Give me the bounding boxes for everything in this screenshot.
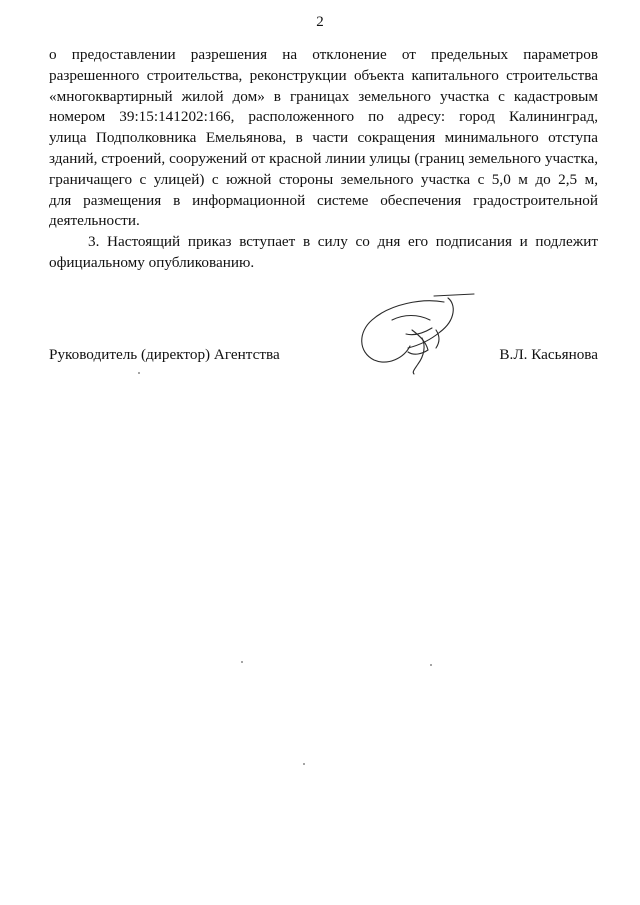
text-line: номером 39:15:141202:166, расположенного по адресу: город Калининград,: [49, 108, 598, 126]
point-3-line: 3. Настоящий приказ вступает в силу со дня его подписания и подлежит: [88, 233, 598, 251]
page-number: 2: [316, 14, 324, 30]
scan-speck: [241, 661, 243, 663]
scan-speck: [138, 372, 140, 374]
text-line: о предоставлении разрешения на отклонение от предельных параметров: [49, 46, 598, 63]
signer-name: В.Л. Касьянова: [499, 346, 598, 363]
text-line: для размещения в информационной системе обеспечения градостроительной: [49, 191, 598, 209]
text-line: зданий, строений, сооружений от красной линии улицы (границ земельного участка,: [49, 149, 598, 167]
order-text: [49, 45, 598, 274]
text-line: деятельности.: [49, 212, 140, 230]
text-line: разрешенного строительства, реконструкции объекта капитального строительства: [49, 66, 598, 84]
scan-speck: [430, 664, 432, 666]
scan-speck: [303, 763, 305, 765]
text-line: «многоквартирный жилой дом» в границах земельного участка с кадастровым: [49, 87, 598, 105]
point-3-line: официальному опубликованию.: [49, 253, 255, 271]
signer-position: Руководитель (директор) Агентства: [49, 346, 280, 363]
text-line: улица Подполковника Емельянова, в части сокращения минимального отступа: [49, 129, 598, 147]
signature-block: [49, 342, 598, 366]
text-line: граничащего с улицей) с южной стороны земельного участка с 5,0 м до 2,5 м,: [49, 170, 598, 188]
